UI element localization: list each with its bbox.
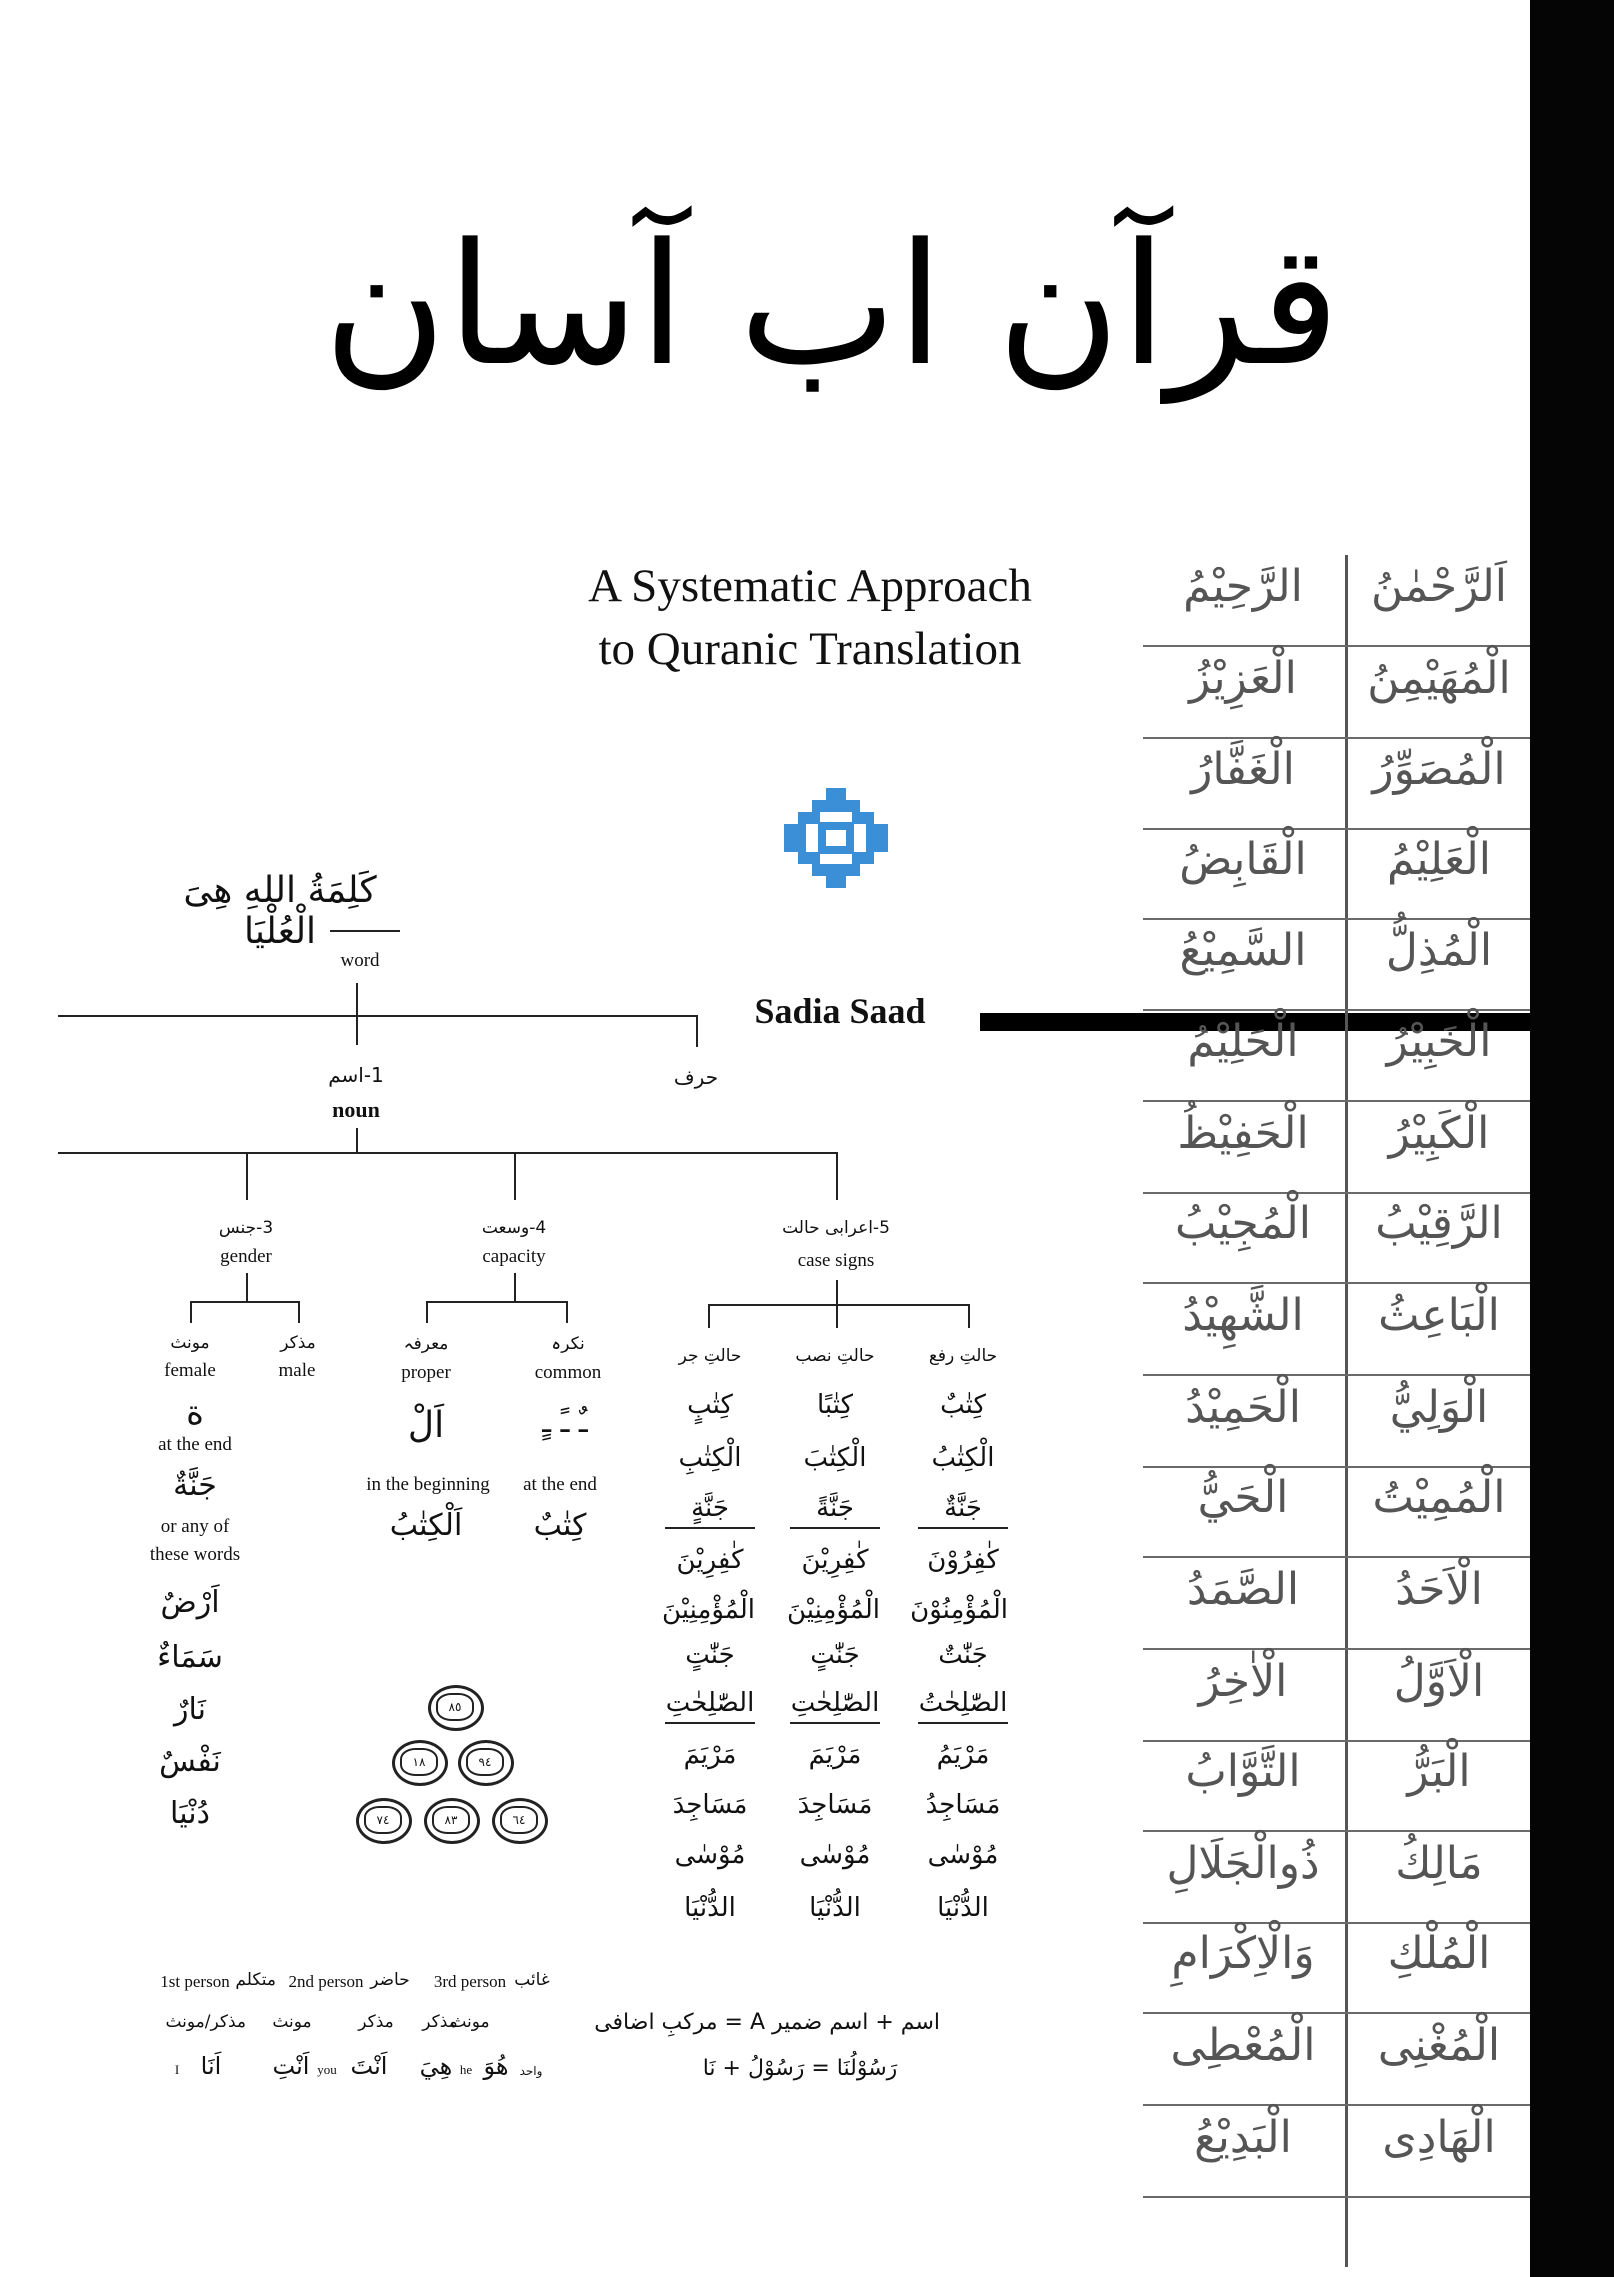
name-row [1143, 826, 1530, 920]
feminine-word: دُنْيَا [170, 1796, 210, 1831]
huwa-pronoun: هُوَ [483, 2052, 509, 2080]
case-word: كٰفِرُوْنَ [927, 1545, 999, 1575]
you-label: you [317, 2062, 337, 2077]
surah-number: ٨٣ [432, 1806, 470, 1834]
tree-line [58, 1015, 698, 1017]
tree-line [190, 1301, 300, 1303]
tree-line [426, 1301, 568, 1303]
case-word: جَنّٰتٍ [810, 1640, 860, 1670]
name-cell: الْعَلِيْمُ [1387, 834, 1491, 885]
name-cell: الْمُعْطِى [1170, 2020, 1316, 2071]
name-cell: الْبَاعِثُ [1378, 1290, 1500, 1341]
name-cell: الْبَدِيْعُ [1194, 2112, 1292, 2163]
case-word: جَنّٰتٍ [685, 1640, 735, 1670]
surah-badge [492, 1798, 548, 1844]
kitabun-example: كِتٰبٌ [533, 1508, 587, 1543]
name-cell: الْاَحَدُ [1395, 1564, 1483, 1615]
name-cell: مَالِكُ [1395, 1838, 1483, 1889]
tree-line [246, 1152, 248, 1200]
surah-badge [428, 1685, 484, 1731]
first-person-urdu: متکلم [235, 1970, 276, 1990]
surah-badge [392, 1740, 448, 1786]
name-cell: اَلرَّحْمٰنُ [1370, 561, 1508, 612]
tree-line [356, 1015, 358, 1045]
noun-urdu: 1-اسم [328, 1063, 384, 1087]
name-cell: ذُوالْجَلَالِ [1166, 1838, 1320, 1889]
these-words: these words [149, 1544, 241, 1565]
name-cell: الْمُلْكِ [1387, 1928, 1491, 1979]
subtitle-line-2: to Quranic Translation [598, 622, 1022, 675]
case-word: كِتٰبًا [817, 1390, 853, 1420]
name-cell: الْمُغْنِى [1377, 2020, 1501, 2071]
name-cell: الْحَفِيْظُ [1177, 1108, 1309, 1159]
tree-line [836, 1152, 838, 1200]
second-person-label: 2nd person [288, 1972, 364, 1991]
name-cell: الْكَبِيْرُ [1388, 1108, 1490, 1159]
ta-marbuta: ة [186, 1393, 204, 1433]
female-urdu: مونث [170, 1333, 210, 1353]
ana-pronoun: اَنَا [200, 2052, 222, 2080]
tree-line [514, 1273, 516, 1301]
name-cell: الْمُمِيْتُ [1372, 1472, 1506, 1523]
tree-line [356, 983, 358, 1015]
verse-text: كَلِمَةُ اللهِ هِىَ الْعُلْيَا [183, 870, 377, 952]
name-cell: الصَّمَدُ [1186, 1564, 1300, 1615]
author-name: Sadia Saad [754, 991, 926, 1031]
tree-line [356, 1128, 358, 1152]
case-label: case signs [797, 1250, 875, 1271]
idafa-example: رَسُوْلُنَا = رَسُوْلُ + نَا [702, 2056, 898, 2081]
case-word: جَنَّةً [790, 1493, 880, 1529]
name-row [1143, 1738, 1530, 1832]
word-label: word [340, 950, 380, 971]
ornament-icon [782, 788, 890, 888]
name-row [1143, 1282, 1530, 1376]
case-word: كٰفِرِيْنَ [676, 1545, 744, 1575]
tree-line [836, 1304, 838, 1328]
subtitle-line-1: A Systematic Approach [588, 560, 1032, 612]
name-cell: الرَّحِيْمُ [1183, 561, 1303, 612]
jannah-example: جَنَّةٌ [173, 1468, 217, 1503]
name-row [1143, 1008, 1530, 1102]
case-word: مُوْسٰى [799, 1840, 871, 1870]
name-row [1143, 1648, 1530, 1742]
wahid-label: واحد [519, 2064, 543, 2078]
tree-line [836, 1280, 838, 1304]
case-word: مَرْيَمَ [808, 1740, 862, 1770]
case-word: الْمُؤْمِنِيْنَ [786, 1595, 880, 1625]
common-label: common [534, 1362, 602, 1383]
female-label: female [164, 1360, 216, 1381]
case-word: مُوْسٰى [927, 1840, 999, 1870]
name-cell: الْمُصَوِّرُ [1372, 744, 1506, 795]
case-word: الدُّنْيَا [809, 1893, 861, 1923]
surah-number: ٧٤ [364, 1806, 402, 1834]
case-word: مُوْسٰى [674, 1840, 746, 1870]
book-subtitle [530, 555, 1090, 680]
case-word: الْكِتٰبَ [803, 1443, 867, 1473]
he-label: he [459, 2062, 473, 2077]
al-kitab-example: اَلْكِتٰبُ [389, 1508, 463, 1543]
case-word: الْكِتٰبِ [678, 1443, 742, 1473]
name-row [1143, 1464, 1530, 1558]
case-word: الصّٰلِحٰتُ [918, 1688, 1008, 1724]
gender-urdu: 3-جنس [218, 1218, 274, 1238]
surah-number: ١٨ [400, 1748, 438, 1776]
name-cell: السَّمِيْعُ [1179, 925, 1307, 976]
tree-line [708, 1304, 970, 1306]
case-urdu: 5-اعرابی حالت [782, 1218, 890, 1238]
case-word: الدُّنْيَا [684, 1893, 736, 1923]
pronoun-gender: مونث [272, 2012, 312, 2032]
gender-label: gender [220, 1246, 272, 1267]
book-title: قرآن اب آسان [323, 207, 1340, 403]
case-word: كٰفِرِيْنَ [801, 1545, 869, 1575]
capacity-at-the-end: at the end [523, 1474, 597, 1495]
common-urdu: نکرہ [551, 1334, 585, 1354]
verse-underline [330, 930, 400, 932]
name-cell: الْمُجِيْبُ [1175, 1198, 1311, 1249]
female-at-the-end: at the end [158, 1434, 232, 1455]
name-cell: الْحَلِيْمُ [1187, 1016, 1299, 1067]
tree-line [968, 1304, 970, 1328]
name-cell: الْغَفَّارُ [1191, 744, 1295, 795]
name-cell: الْحَيُّ [1197, 1472, 1289, 1523]
case-word: جَنَّةٌ [918, 1493, 1008, 1529]
proper-urdu: معرفہ [403, 1334, 449, 1354]
case-word: الْكِتٰبُ [931, 1443, 995, 1473]
name-cell: الْوَلِيُّ [1389, 1382, 1489, 1433]
harf-label: حرف [673, 1065, 719, 1089]
surah-number: ٩٤ [466, 1748, 504, 1776]
pronoun-gender: مونث [450, 2012, 490, 2032]
surah-badge [356, 1798, 412, 1844]
proper-label: proper [401, 1362, 451, 1383]
tree-line [298, 1301, 300, 1323]
name-cell: الْبَرُّ [1407, 1746, 1471, 1797]
case-word: الْمُؤْمِنِيْنَ [661, 1595, 755, 1625]
case-word: مَرْيَمَ [683, 1740, 737, 1770]
name-cell: وَالْاِكْرَامِ [1171, 1928, 1315, 1979]
case-header: حالتِ رفع [928, 1346, 998, 1366]
second-person-urdu: حاضر [370, 1970, 410, 1990]
name-row [1143, 1830, 1530, 1924]
surah-number: ٨٥ [436, 1693, 474, 1721]
case-header: حالتِ جر [678, 1346, 742, 1366]
case-word: مَسَاجِدَ [797, 1790, 873, 1820]
feminine-word: سَمَاءٌ [157, 1640, 223, 1675]
surah-badge [458, 1740, 514, 1786]
anta-pronoun: اَنْتَ [350, 2052, 388, 2080]
i-label: I [174, 2062, 180, 2077]
name-row [1143, 736, 1530, 830]
capacity-urdu: 4-وسعت [481, 1218, 547, 1238]
tree-line [566, 1301, 568, 1323]
or-any-of: or any of [160, 1516, 230, 1537]
feminine-word: نَارٌ [174, 1692, 206, 1727]
name-cell: الْخَبِيْرُ [1386, 1016, 1492, 1067]
case-word: كِتٰبٍ [687, 1390, 733, 1420]
third-person-label: 3rd person [433, 1972, 507, 1991]
name-row [1143, 1920, 1530, 2014]
case-word: مَرْيَمُ [936, 1740, 990, 1770]
name-cell: الْاَوَّلُ [1393, 1656, 1485, 1707]
name-cell: الشَّهِيْدُ [1182, 1290, 1304, 1341]
case-word: كِتٰبٌ [940, 1390, 986, 1420]
surah-number: ٦٤ [500, 1806, 538, 1834]
pronoun-gender: مذکر [358, 2012, 394, 2032]
name-row [1143, 1190, 1530, 1284]
name-row [1143, 1100, 1530, 1194]
third-person-urdu: غائب [514, 1970, 550, 1990]
tree-line [246, 1273, 248, 1301]
name-cell: الْحَمِيْدُ [1185, 1382, 1301, 1433]
name-row [1143, 2104, 1530, 2198]
right-edge-bar [1530, 0, 1614, 2277]
name-cell: التَّوَّابُ [1185, 1746, 1301, 1797]
case-word: الصّٰلِحٰتِ [790, 1688, 880, 1724]
case-word: الْمُؤْمِنُوْنَ [910, 1595, 1008, 1625]
capacity-label: capacity [482, 1246, 546, 1267]
tree-line [58, 1152, 838, 1154]
name-cell: الْاٰخِرُ [1198, 1656, 1288, 1707]
name-row [1143, 1556, 1530, 1650]
name-cell: الْهَادِى [1382, 2112, 1496, 2163]
case-word: الصّٰلِحٰتِ [665, 1688, 755, 1724]
tree-line [426, 1301, 428, 1323]
hiya-pronoun: هِيَ [419, 2052, 453, 2080]
name-row [1143, 1374, 1530, 1468]
male-urdu: مذکر [280, 1333, 316, 1353]
name-cell: الْعَزِيْزُ [1189, 653, 1297, 704]
case-word: جَنَّةٍ [665, 1493, 755, 1529]
anti-pronoun: اَنْتِ [272, 2052, 310, 2080]
name-row [1143, 917, 1530, 1011]
first-person-label: 1st person [160, 1972, 230, 1991]
case-word: مَسَاجِدَ [672, 1790, 748, 1820]
tree-line [190, 1301, 192, 1323]
name-row [1143, 553, 1530, 647]
case-word: مَسَاجِدُ [925, 1790, 1001, 1820]
name-cell: الْقَابِضُ [1179, 834, 1307, 885]
idafa-formula: اسم + اسم ضمیر A = مرکبِ اضافی [594, 2010, 940, 2035]
case-header: حالتِ نصب [795, 1346, 875, 1366]
name-row [1143, 645, 1530, 739]
tree-line [696, 1015, 698, 1047]
male-label: male [278, 1360, 316, 1381]
name-row [1143, 2012, 1530, 2106]
noun-label: noun [332, 1097, 380, 1122]
tanween-marks: ـٌ ـً ـٍ [542, 1405, 588, 1440]
feminine-word: نَفْسٌ [159, 1744, 221, 1779]
case-word: الدُّنْيَا [937, 1893, 989, 1923]
case-word: جَنّٰتٌ [938, 1640, 988, 1670]
tree-line [514, 1152, 516, 1200]
tree-line [708, 1304, 710, 1328]
feminine-word: اَرْضٌ [160, 1585, 220, 1620]
name-cell: الْمُهَيْمِنُ [1367, 653, 1511, 704]
name-cell: الْمُذِلُّ [1385, 925, 1493, 976]
in-the-beginning: in the beginning [366, 1474, 490, 1495]
surah-badge [424, 1798, 480, 1844]
al-prefix: اَلْ [407, 1405, 445, 1446]
pronoun-gender: مذکر [422, 2012, 458, 2032]
pronoun-gender: مذکر/مونث [165, 2012, 246, 2032]
name-cell: الرَّقِيْبُ [1375, 1198, 1503, 1249]
